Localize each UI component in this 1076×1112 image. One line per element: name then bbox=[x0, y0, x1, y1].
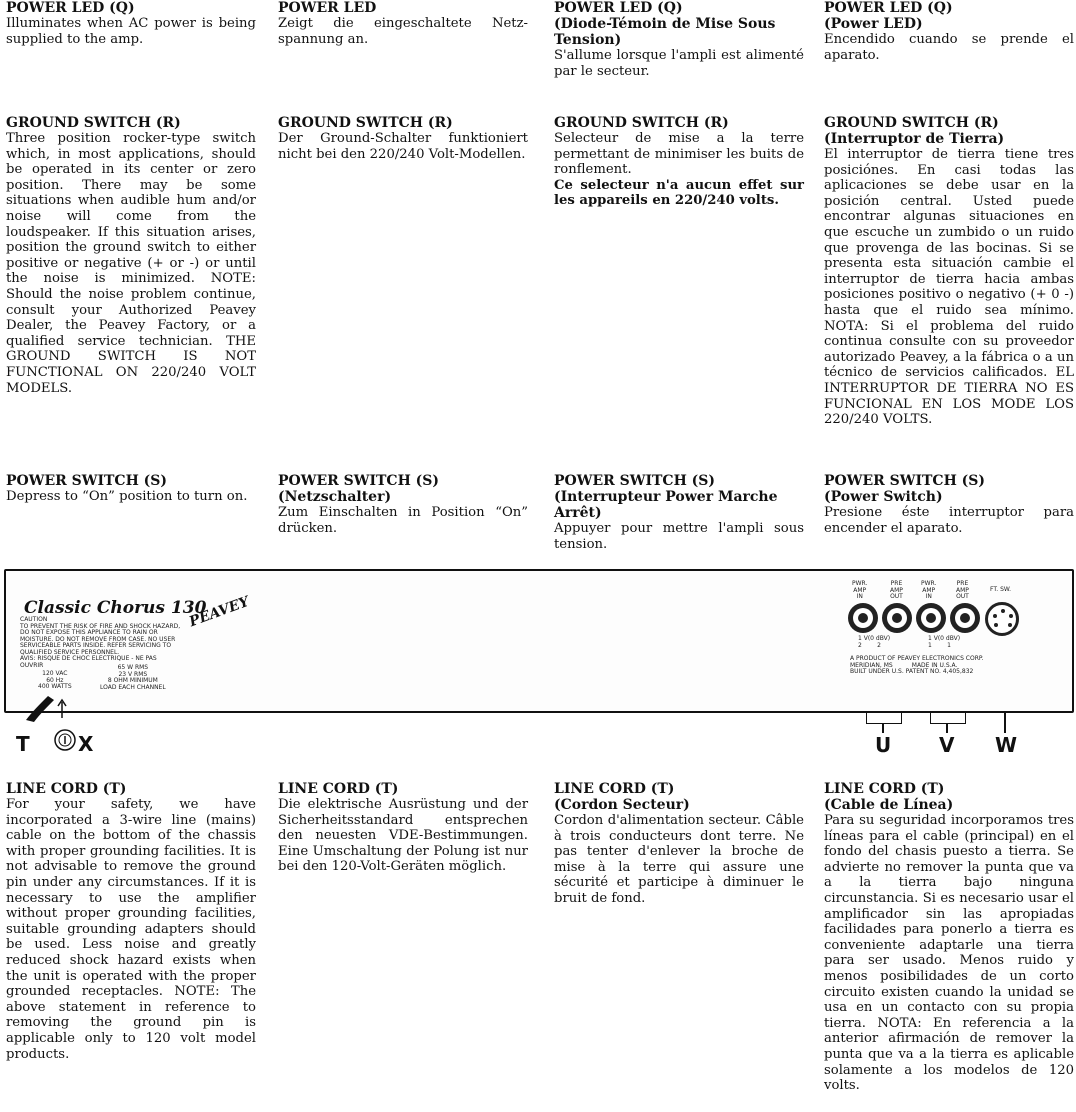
peavey-logo: PEAVEY bbox=[187, 593, 252, 631]
pwr-amp-in-jack-2[interactable] bbox=[916, 603, 946, 633]
section-body: Depress to “On” position to turn on. bbox=[6, 489, 248, 504]
section-emphasis: Ce selecteur n'a aucun effet sur les appareils en 220/240 volts. bbox=[554, 177, 804, 209]
line-cord-en bbox=[6, 781, 256, 1062]
callout-x: X bbox=[78, 732, 94, 756]
section-title: LINE CORD (T) bbox=[6, 781, 127, 797]
section-title: LINE CORD (T) bbox=[554, 781, 675, 797]
section-title: POWER LED (Q) bbox=[6, 0, 135, 16]
section-title: GROUND SWITCH (R) bbox=[278, 115, 453, 131]
section-subtitle: (Interruptor de Tierra) bbox=[824, 131, 1005, 147]
section-title: GROUND SWITCH (R) bbox=[554, 115, 729, 131]
section-subtitle: (Cable de Línea) bbox=[824, 797, 954, 813]
section-body: Para su seguridad incorporamos tres líneas para el cable (principal) en el fondo del chasis puesto a tierra. Se advierte no remover la punta que va a la tierra bajo ninguna circunstancia. Si es necesario usar el amplificador sin las apropiadas facilidades para ponerlo a tierra es conveniente adaptarle una tierra para ser usado. Menos ruido y menos posibilidades de un corto circuito existen cuando la unidad se usa en un contacto con su propia tierra. NOTA: En referencia a la anterior afirmación de remover la punta que va a la tierra es aplicable solamente a los modelos de 120 volts. bbox=[824, 813, 1074, 1094]
din-pin bbox=[993, 614, 997, 618]
pre-amp-out-jack-1[interactable] bbox=[882, 603, 912, 633]
jack-label-4: PRE AMP OUT bbox=[956, 580, 969, 600]
brand-name: Classic Chorus 130 bbox=[24, 598, 207, 618]
ground-switch-es bbox=[824, 115, 1074, 428]
section-subtitle: (Power Switch) bbox=[824, 489, 943, 505]
power-switch-en bbox=[6, 473, 256, 505]
jack-label-2: PRE AMP OUT bbox=[890, 580, 903, 600]
leader-w bbox=[1004, 711, 1006, 733]
caution-text: CAUTION TO PREVENT THE RISK OF FIRE AND SHOCK HAZARD, DO NOT EXPOSE THIS APPLIANCE TO RAIN OR MOISTURE. DO NOT REMOVE FROM CASE. NO USER SERVICEABLE PARTS INSIDE. REFER SERVICING TO QUALIFIED SERVICE PERSONNEL. bbox=[20, 616, 181, 656]
channel-level-2: 1 V(0 dBV) 1 1 bbox=[928, 635, 961, 649]
power-led-es bbox=[824, 0, 1074, 63]
ground-switch-fr bbox=[554, 115, 804, 209]
callout-v: V bbox=[939, 733, 955, 757]
din-pin bbox=[1001, 609, 1005, 613]
section-body: Appuyer pour mettre l'ampli sous tension. bbox=[554, 521, 804, 552]
din-pin bbox=[1009, 614, 1013, 618]
bracket-v bbox=[930, 711, 966, 724]
power-led-en bbox=[6, 0, 256, 47]
fuse-icon bbox=[52, 727, 78, 753]
section-title: GROUND SWITCH (R) bbox=[824, 115, 999, 131]
section-subtitle: (Netzschalter) bbox=[278, 489, 392, 505]
ground-switch-en bbox=[6, 115, 256, 396]
section-subtitle: (Diode-Témoin de Mise Sous Tension) bbox=[554, 16, 776, 48]
callout-w: W bbox=[995, 733, 1018, 757]
line-cord-de bbox=[278, 781, 528, 875]
section-subtitle: (Cordon Secteur) bbox=[554, 797, 690, 813]
section-body: S'allume lorsque l'ampli est alimenté par le secteur. bbox=[554, 48, 804, 79]
callout-u: U bbox=[875, 733, 892, 757]
power-rating: 120 VAC 60 Hz 400 WATTS bbox=[38, 670, 72, 690]
line-cord-fr bbox=[554, 781, 804, 907]
pwr-amp-in-jack-1[interactable] bbox=[848, 603, 878, 633]
section-body: Selecteur de mise a la terre permettant de minimiser les buits de ronflement. bbox=[554, 131, 804, 178]
footswitch-din-jack[interactable] bbox=[985, 602, 1019, 636]
power-led-fr bbox=[554, 0, 804, 79]
section-subtitle: (Interrupteur Power Marche Arrêt) bbox=[554, 489, 778, 521]
section-title: POWER SWITCH (S) bbox=[6, 473, 168, 489]
pre-amp-out-jack-2[interactable] bbox=[950, 603, 980, 633]
section-body: Three position rocker-type switch which, in most applications, should be operated in its center or zero position. There may be some situations when audible hum and/or noise will come from the loudspeaker. If this situation arises, position the ground switch to either positive or negative (+ or -) or until the noise is minimized. NOTE: Should the noise problem continue, consult your Authorized Peavey Dealer, the Peavey Factory, or a qualified service technician. THE GROUND SWITCH IS NOT FUNCTIONAL ON 220/240 VOLT MODELS. bbox=[6, 131, 256, 396]
ftsw-label: FT. SW. bbox=[990, 586, 1012, 593]
jack-label-3: PWR. AMP IN bbox=[921, 580, 937, 600]
leader-u bbox=[882, 723, 884, 733]
section-body: El interruptor de tierra tiene tres posiciónes. En casi todas las aplicaciones se debe usar en la posición central. Usted puede encontrar algunas situaciones en que escuche un zumbido o un ruido que provenga de las bocinas. Si se presenta esta situación cambie el interruptor de tierra hacia ambas posiciones positivo o negativo (+ 0 -) hasta que el ruido sea mínimo. NOTA: Si el problema del ruido continua consulte con su proveedor autorizado Peavey, a la fábrica o a un técnico de servicios calificados. EL INTERRUPTOR DE TIERRA NO ES FUNCIONAL EN LOS MODE LOS 220/240 VOLTS. bbox=[824, 147, 1074, 428]
section-title: LINE CORD (T) bbox=[278, 781, 399, 797]
avis-text: AVIS: RISQUE DE CHOC ELECTRIQUE - NE PAS OUVRIR bbox=[20, 655, 157, 669]
section-body: Zum Einschalten in Position “On” drücken. bbox=[278, 505, 528, 536]
power-switch-es bbox=[824, 473, 1074, 536]
section-body: Encendido cuando se prende el aparato. bbox=[824, 32, 1074, 63]
section-title: POWER SWITCH (S) bbox=[824, 473, 986, 489]
section-body: Zeigt die eingeschaltete Netz-spannung an. bbox=[278, 16, 528, 47]
ground-switch-de bbox=[278, 115, 528, 162]
din-pin bbox=[994, 623, 998, 627]
section-body: For your safety, we have incorporated a 3-wire line (mains) cable on the bottom of the chassis with proper grounding facilities. It is not advisable to remove the ground pin under any circumstances. If it is necessary to use the amplifier without proper grounding facilities, suitable grounding adapters should be used. Less noise and greatly reduced shock hazard exists when the unit is operated with the proper grounded receptacles. NOTE: The above statement in reference to removing the ground pin is applicable only to 120 volt model products. bbox=[6, 797, 256, 1062]
rms-rating: 65 W RMS 23 V RMS 8 OHM MINIMUM LOAD EACH CHANNEL bbox=[100, 664, 166, 691]
product-info: A PRODUCT OF PEAVEY ELECTRONICS CORP. MERIDIAN, MS MADE IN U.S.A. BUILT UNDER U.S. PATENT NO. 4,405,832 bbox=[850, 655, 984, 675]
power-led-de bbox=[278, 0, 528, 47]
section-title: POWER LED bbox=[278, 0, 377, 16]
section-body: Die elektrische Ausrüstung und der Sicherheitsstandard entsprechen den neuesten VDE-Bestimmungen. Eine Umschaltung der Polung ist nur bei den 120-Volt-Geräten möglich. bbox=[278, 797, 528, 875]
din-pin bbox=[1008, 623, 1012, 627]
section-body: Der Ground-Schalter funktioniert nicht bei den 220/240 Volt-Modellen. bbox=[278, 131, 528, 162]
section-title: POWER LED (Q) bbox=[554, 0, 683, 16]
bracket-u bbox=[866, 711, 902, 724]
power-switch-de bbox=[278, 473, 528, 536]
power-switch-fr bbox=[554, 473, 804, 552]
jack-label-1: PWR. AMP IN bbox=[852, 580, 868, 600]
section-title: POWER SWITCH (S) bbox=[278, 473, 440, 489]
section-title: LINE CORD (T) bbox=[824, 781, 945, 797]
section-title: GROUND SWITCH (R) bbox=[6, 115, 181, 131]
line-cord-es bbox=[824, 781, 1074, 1094]
section-subtitle: (Power LED) bbox=[824, 16, 923, 32]
channel-level-1: 1 V(0 dBV) 2 2 bbox=[858, 635, 891, 649]
section-title: POWER LED (Q) bbox=[824, 0, 953, 16]
section-title: POWER SWITCH (S) bbox=[554, 473, 716, 489]
callout-t: T bbox=[16, 732, 30, 756]
leader-v bbox=[946, 723, 948, 733]
section-body: Presione éste interruptor para encender el aparato. bbox=[824, 505, 1074, 536]
section-body: Illuminates when AC power is being supplied to the amp. bbox=[6, 16, 256, 47]
section-body: Cordon d'alimentation secteur. Câble à trois conducteurs dont terre. Ne pas tenter d'enlever la broche de mise à la terre qui assure une sécurité et participe à diminuer le bruit de fond. bbox=[554, 813, 804, 906]
